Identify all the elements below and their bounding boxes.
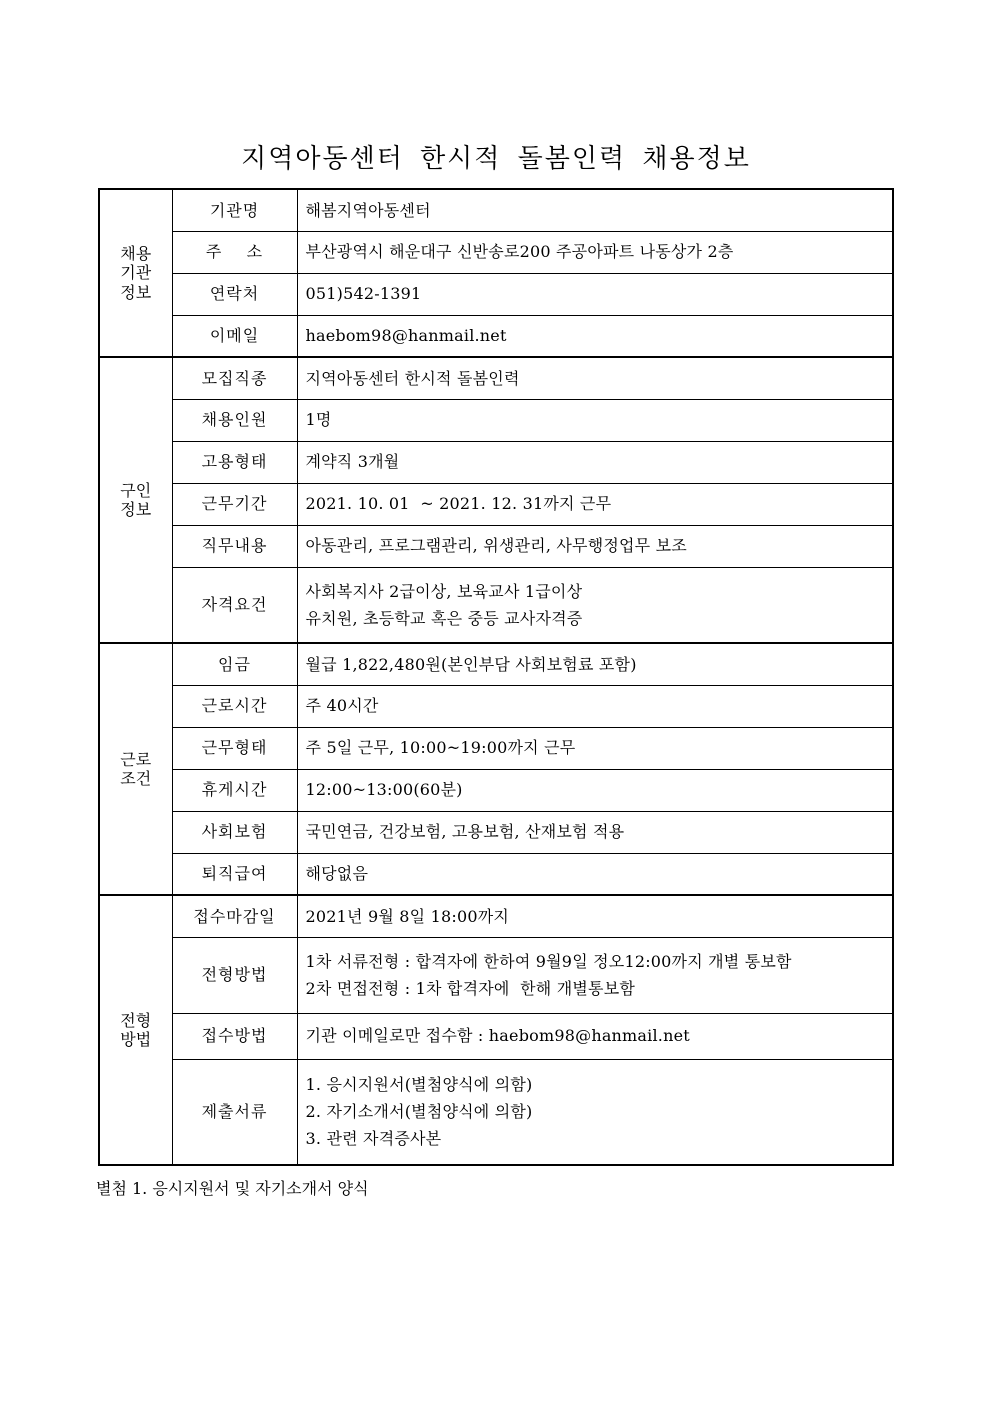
field-value <box>297 1059 893 1165</box>
field-value-line: 아동관리, 프로그램관리, 위생관리, 사무행정업무 보조 <box>305 536 687 556</box>
field-label: 전형방법 <box>172 937 297 1013</box>
table-row <box>99 1013 893 1059</box>
field-label: 사회보험 <box>172 811 297 853</box>
field-value <box>297 895 893 937</box>
field-value-line: 3. 관련 자격증사본 <box>305 1129 442 1149</box>
field-value <box>297 441 893 483</box>
table-row <box>99 483 893 525</box>
table-row <box>99 273 893 315</box>
field-value-line: 2. 자기소개서(별첨양식에 의함) <box>305 1102 533 1122</box>
section-group-label <box>99 189 172 357</box>
table-row <box>99 357 893 399</box>
group-label-line: 전형 <box>120 1010 152 1030</box>
table-row <box>99 643 893 685</box>
page-title: 지역아동센터 한시적 돌봄인력 채용정보 <box>241 144 751 174</box>
table-row <box>99 895 893 937</box>
field-value <box>297 1013 893 1059</box>
field-value-line: 사회복지사 2급이상, 보육교사 1급이상 <box>305 581 583 601</box>
field-label: 자격요건 <box>172 567 297 643</box>
field-value-line: 주 5일 근무, 10:00~19:00까지 근무 <box>305 738 576 758</box>
field-value <box>297 483 893 525</box>
field-label: 채용인원 <box>172 399 297 441</box>
group-label-line: 정보 <box>120 282 152 302</box>
field-value-line: 해봄지역아동센터 <box>305 200 431 220</box>
group-label-line: 채용 <box>120 244 152 264</box>
field-label: 접수마감일 <box>172 895 297 937</box>
field-value-line: 부산광역시 해운대구 신반송로200 주공아파트 나동상가 2층 <box>305 242 734 262</box>
field-label: 근무형태 <box>172 727 297 769</box>
table-row <box>99 441 893 483</box>
group-label-line: 근로 <box>120 749 152 769</box>
table-row <box>99 685 893 727</box>
group-label-line: 방법 <box>120 1030 152 1049</box>
section-group-label <box>99 357 172 643</box>
table-row <box>99 811 893 853</box>
field-value <box>297 811 893 853</box>
field-value-line: 2021. 10. 01 ~ 2021. 12. 31까지 근무 <box>305 494 612 514</box>
table-row <box>99 231 893 273</box>
field-value-line: 1차 서류전형 : 합격자에 한하여 9월9일 정오12:00까지 개별 통보함 <box>305 951 792 971</box>
field-value-line: 2차 면접전형 : 1차 합격자에 한해 개별통보함 <box>305 979 636 998</box>
field-value-line: 1명 <box>305 410 332 430</box>
recruitment-table <box>98 188 894 1166</box>
field-value <box>297 525 893 567</box>
field-value <box>297 399 893 441</box>
group-label-line: 기관 <box>120 263 152 283</box>
field-value <box>297 727 893 769</box>
table-row <box>99 399 893 441</box>
group-label-line: 정보 <box>120 500 152 519</box>
field-value-line: 유치원, 초등학교 혹은 중등 교사자격증 <box>305 608 583 628</box>
field-label: 제출서류 <box>172 1059 297 1165</box>
field-value <box>297 643 893 685</box>
table-row <box>99 525 893 567</box>
field-value-line: 12:00~13:00(60분) <box>305 780 463 800</box>
table-row <box>99 937 893 1013</box>
field-value <box>297 273 893 315</box>
field-label: 직무내용 <box>172 525 297 567</box>
field-value <box>297 567 893 643</box>
field-value-line: 국민연금, 건강보험, 고용보험, 산재보험 적용 <box>305 822 625 842</box>
field-label: 주 소 <box>172 231 297 273</box>
group-label-line: 조건 <box>120 769 152 788</box>
field-value-line: 월급 1,822,480원(본인부담 사회보험료 포함) <box>305 654 637 674</box>
field-value-line: 2021년 9월 8일 18:00까지 <box>305 906 510 926</box>
field-label: 임금 <box>172 643 297 685</box>
field-value-line: 해당없음 <box>305 864 369 884</box>
field-value <box>297 853 893 895</box>
field-value-line: 051)542-1391 <box>305 284 422 304</box>
field-label: 기관명 <box>172 189 297 231</box>
section-group-label <box>99 895 172 1165</box>
field-label: 접수방법 <box>172 1013 297 1059</box>
field-label: 모집직종 <box>172 357 297 399</box>
field-label: 근로시간 <box>172 685 297 727</box>
field-value-line: 지역아동센터 한시적 돌봄인력 <box>305 368 520 388</box>
field-value <box>297 937 893 1013</box>
attachment-note: 별첨 1. 응시지원서 및 자기소개서 양식 <box>96 1179 369 1198</box>
field-label: 연락처 <box>172 273 297 315</box>
field-label: 고용형태 <box>172 441 297 483</box>
field-value <box>297 189 893 231</box>
field-label: 퇴직급여 <box>172 853 297 895</box>
table-row <box>99 189 893 231</box>
field-value-line: 주 40시간 <box>305 696 379 716</box>
table-row <box>99 315 893 357</box>
field-value-line: 1. 응시지원서(별첨양식에 의함) <box>305 1074 533 1094</box>
field-value-line: 기관 이메일로만 접수함 : haebom98@hanmail.net <box>305 1026 690 1046</box>
field-label: 휴게시간 <box>172 769 297 811</box>
table-row <box>99 567 893 643</box>
field-label: 이메일 <box>172 315 297 357</box>
field-value <box>297 231 893 273</box>
field-value <box>297 685 893 727</box>
field-value <box>297 357 893 399</box>
table-row <box>99 769 893 811</box>
section-group-label <box>99 643 172 895</box>
table-row <box>99 727 893 769</box>
field-value <box>297 769 893 811</box>
group-label-line: 구인 <box>120 480 152 500</box>
table-row <box>99 853 893 895</box>
field-value-line: haebom98@hanmail.net <box>305 326 507 346</box>
table-row <box>99 1059 893 1165</box>
field-value-line: 계약직 3개월 <box>305 452 400 472</box>
field-value <box>297 315 893 357</box>
field-label: 근무기간 <box>172 483 297 525</box>
